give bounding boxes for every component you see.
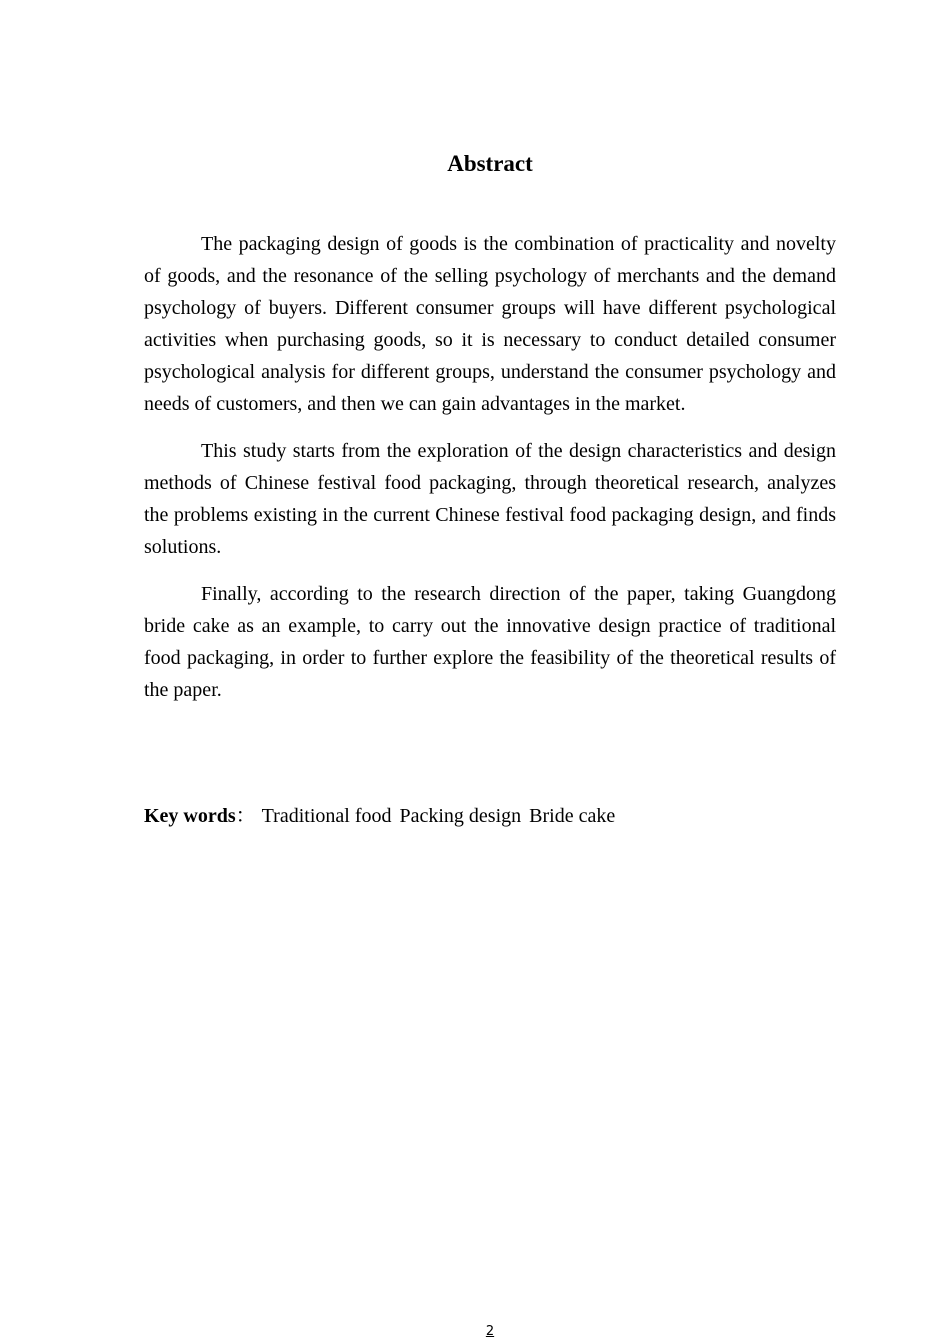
keywords-label: Key words <box>144 805 236 827</box>
keyword-term: Packing design <box>399 805 522 827</box>
abstract-body <box>144 228 836 721</box>
keywords-line <box>144 800 836 832</box>
page-number: 2 <box>485 1324 495 1339</box>
abstract-paragraph-3: Finally, according to the research direction of the paper, taking Guangdong bride cake as an example, to carry out the innovative design practice of traditional food packaging, in order to further explore the feasibility of the theoretical results of the paper. <box>144 583 836 701</box>
abstract-paragraph-1: The packaging design of goods is the combination of practicality and novelty of goods, and the resonance of the selling psychology of merchants and the demand psychology of buyers. Different consumer groups will have different psychological activities when purchasing goods, so it is necessary to conduct detailed consumer psychological analysis for different groups, understand the consumer psychology and needs of customers, and then we can gain advantages in the market. <box>144 233 836 415</box>
abstract-paragraph-2: This study starts from the exploration of the design characteristics and design methods of Chinese festival food packaging, through theoretical research, analyzes the problems existing in the current Chinese festival food packaging design, and finds solutions. <box>144 440 836 558</box>
keyword-term: Traditional food <box>261 805 392 827</box>
abstract-title: Abstract <box>447 151 533 176</box>
keywords-separator: ： <box>235 805 256 827</box>
keyword-term: Bride cake <box>529 805 616 827</box>
